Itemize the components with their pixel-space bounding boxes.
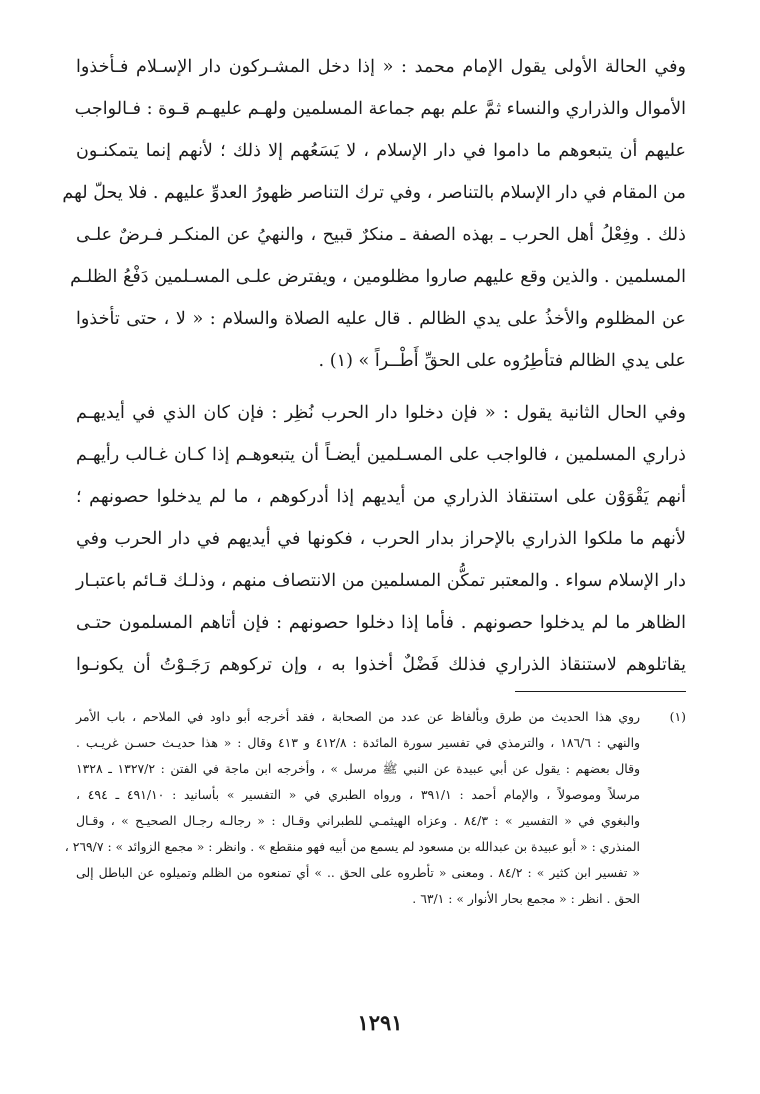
text-line: لأنهم ما ملكوا الذراري بالإحراز بدار الحرب ، فكونها في أيديهم في دار الحرب وفي xyxy=(76,529,686,549)
footnote-line: والنهي : ١٨٦/٦ ، والترمذي في تفسير سورة المائدة : ٤١٢/٨ و ٤١٣ وقال : « هذا حديـث حسـن غريـب . xyxy=(76,735,640,750)
text-line: وفي الحالة الأولى يقول الإمام محمد : « إذا دخل المشـركون دار الإسـلام فـأخذوا xyxy=(76,57,686,77)
footnote-line: الحق . انظر : « مجمع بحار الأنوار » : ٦٣/١ . xyxy=(412,891,640,906)
footnote-line: « تفسير ابن كثير » : ٨٤/٢ . ومعنى « تأطروه على الحق .. » أي تمنعوه من الظلم وتميلوه عن الباطل إلى xyxy=(76,865,640,880)
text-line: عن المظلوم والأخذُ على يدي الظالم . قال عليه الصلاة والسلام : « لا ، حتى تأخذوا xyxy=(76,309,686,329)
text-line: أنهم يَقْوَوْن على استنقاذ الذراري من أيديهم إذا أدركوهم ، ما لم يدخلوا حصونهم ؛ xyxy=(76,487,686,507)
footnote-line: وقال بعضهم : يقول عن أبي عبيدة عن النبي ﷺ مرسل » ، وأخرجه ابن ماجة في الفتن : ١٣٢٧/٢ ـ ١٣٢٨ xyxy=(76,761,640,776)
footnote-line: مرسلاً وموصولاً ، والإمام أحمد : ٣٩١/١ ، ورواه الطبري في « التفسير » بأسانيد : ٤٩١/١٠ ـ ٤٩٤ ، xyxy=(76,787,640,802)
text-line: المسلمين . والذين وقع عليهم صاروا مظلومين ، ويفترض علـى المسـلمين دَفْعُ الظلـم xyxy=(70,267,686,287)
text-line: ذراري المسلمين ، فالواجب على المسـلمين أيضـاً أن يتبعوهـم إذا كـان غـالب رأيهـم xyxy=(76,445,686,465)
footnotes xyxy=(64,704,686,912)
text-line: الأموال والذراري والنساء ثمَّ علم بهم جماعة المسلمين ولهـم عليهـم قـوة : فـالواجب xyxy=(74,99,686,119)
paragraph-second-case xyxy=(76,392,686,686)
text-line: الظاهر ما لم يدخلوا حصونهم . فأما إذا دخلوا حصونهم : فإن أتاهم المسلمون حتـى xyxy=(76,613,686,633)
text-line: دار الإسلام سواء . والمعتبر تمكُّن المسلمين من الانتصاف منهم ، وذلـك قـائم باعتبـار xyxy=(76,571,686,591)
text-line: ذلك . وفِعْلُ أهل الحرب ـ بهذه الصفة ـ منكرٌ قبيح ، والنهيُ عن المنكـر فـرضٌ علـى xyxy=(76,225,686,245)
text-line: عليهم أن يتبعوهم ما داموا في دار الإسلام ، لا يَسَعُهم إلا ذلك ؛ لأنهم إنما يتمكنـون xyxy=(76,141,686,161)
footnote-separator xyxy=(515,691,686,692)
footnote-1 xyxy=(64,704,686,912)
page-number: ١٢٩١ xyxy=(357,1010,403,1035)
text-line: وفي الحال الثانية يقول : « فإن دخلوا دار الحرب نُظِر : فإن كان الذي في أيديهـم xyxy=(76,403,686,423)
text-line: على يدي الظالم فتأطِرُوه على الحقِّ أَطْــراً » (١) . xyxy=(318,351,686,371)
text-line: من المقام في دار الإسلام بالتناصر ، وفي ترك التناصر ظهورُ العدوِّ عليهم . فلا يحلّ لهم xyxy=(62,183,686,203)
main-text xyxy=(62,46,686,686)
footnote-line: والبغوي في « التفسير » : ٨٤/٣ . وعزاه الهيثمـي للطبراني وقـال : « رجالـه رجـال الصحيـح » ، وقـال xyxy=(76,813,640,828)
footnote-line: المنذري : « أبو عبيدة بن عبدالله بن مسعود لم يسمع من أبيه فهو منقطع » . وانظر : « مجمع الزوائد » : ٢٦٩/٧ ، xyxy=(64,839,640,854)
footnote-number: (١) xyxy=(669,709,686,724)
paragraph-first-case xyxy=(62,46,686,382)
text-line: يقاتلوهم لاستنقاذ الذراري فذلك فَضْلٌ أخذوا به ، وإن تركوهم رَجَـوْتُ أن يكونـوا xyxy=(76,655,686,675)
footnote-line: روي هذا الحديث من طرق وبألفاظ عن عدد من الصحابة ، فقد أخرجه أبو داود في الملاحم ، باب الأمر xyxy=(76,709,640,724)
